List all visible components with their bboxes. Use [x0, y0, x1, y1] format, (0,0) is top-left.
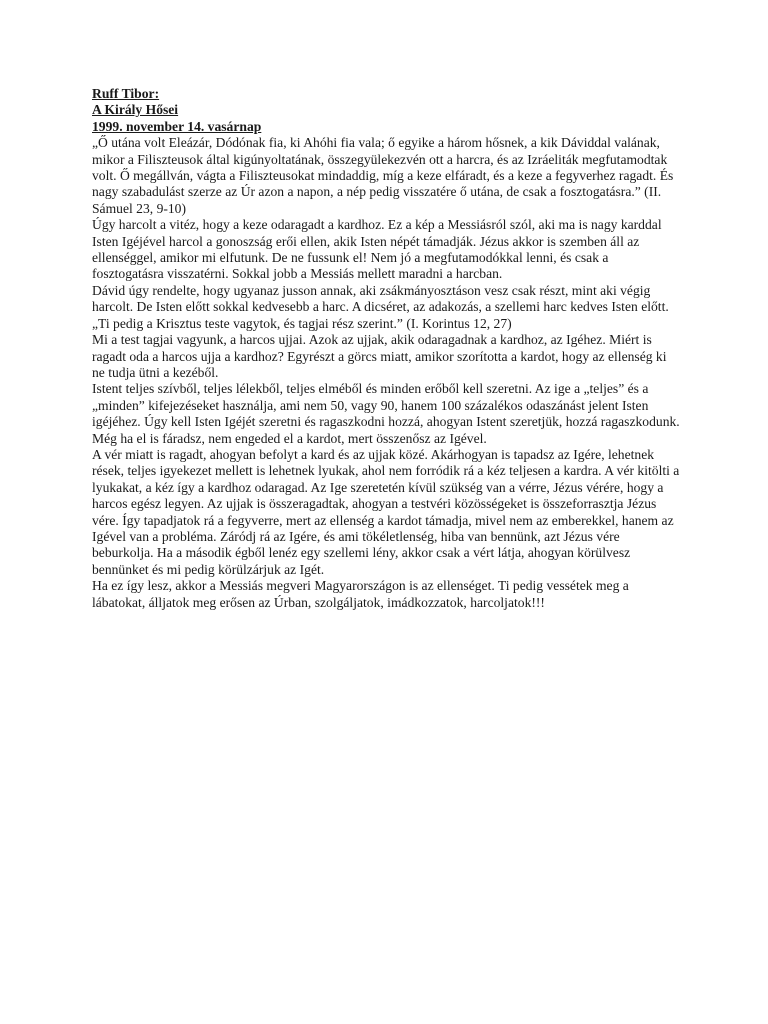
paragraph-closing: Ha ez így lesz, akkor a Messiás megveri Magyarországon is az ellenséget. Ti pedig vessétek meg a lábatokat, álljatok meg erősen az Úrban, szolgáljatok, imádkozzatok, harcoljatok!!!: [92, 578, 629, 610]
author-line: Ruff Tibor:: [92, 86, 160, 101]
paragraph-scripture-quote: „Ti pedig a Krisztus teste vagytok, és tagjai rész szerint.” (I. Korintus 12, 27): [92, 315, 512, 331]
document-date: 1999. november 14. vasárnap: [92, 118, 262, 134]
paragraph: Dávid úgy rendelte, hogy ugyanaz jusson annak, aki zsákmányosztáson vesz csak részt, mint aki végig harcolt. De Isten előtt sokkal kedvesebb a harc. A dicséret, az adakozás, a szellemi harc kedves Isten előtt.: [92, 282, 669, 315]
paragraph: Úgy harcolt a vitéz, hogy a keze odaragadt a kardhoz. Ez a kép a Messiásról szól, aki ma is nagy karddal Isten Igéjével harcol a gonoszság erői ellen, akik Isten népét támadják. Jézus akkor is szemben áll az ellenséggel, amikor mi elfutunk. De ne fussunk el! Nem jó a megfutamodókkal lenni, és csak a fosztogatásra visszatérni. Sokkal jobb a Messiás mellett maradni a harcban.: [92, 217, 662, 282]
paragraph: Istent teljes szívből, teljes lélekből, teljes elméből és minden erőből kell szeretni. Az ige a „teljes” és a „minden” kifejezéseket használja, ami nem 50, vagy 90, hanem 100 százalékos odaszánást jelent Isten igéjéhez. Úgy kell Isten Igéjét szeretni és ragaszkodni hozzá, ahogyan Istent szeretjük, hozzá ragaszkodunk. Még ha el is fáradsz, nem engeded el a kardot, mert összenősz az Igével.: [92, 381, 680, 446]
document-body: [92, 86, 682, 611]
paragraph: Mi a test tagjai vagyunk, a harcos ujjai. Azok az ujjak, akik odaragadnak a kardhoz, az Igéhez. Miért is ragadt oda a harcos ujja a kardhoz? Egyrészt a görcs miatt, amikor szorította a kardot, hogy az ellenség ki ne tudja ütni a kezéből.: [92, 332, 667, 380]
paragraph: A vér miatt is ragadt, ahogyan befolyt a kard és az ujjak közé. Akárhogyan is tapadsz az Igére, lehetnek rések, teljes igyekezet mellett is lehetnek lyukak, ahol nem forródik rá a kéz teljesen a kardra. A vér kitölti a lyukakat, a kéz így a kardhoz odaragad. Az Ige szeretetén kívül szükség van a vérre, Jézus vérére, hogy a harcos egész legyen. Az ujjak is összeragadtak, ahogyan a testvéri közösségeket is összeforrasztja Jézus vére. Így tapadjatok rá a fegyverre, mert az ellenség a kardot támadja, mivel nem az emberekkel, hanem az Igével van a probléma. Záródj rá az Igére, és ami tökéletlenség, hiba van bennünk, azt Jézus vére beburkolja. Ha a második égből lenéz egy szellemi lény, akkor csak a vért látja, ahogyan körülvesz bennünket és mi pedig körülzárjuk az Igét.: [92, 446, 680, 577]
paragraph-scripture-quote: „Ő utána volt Eleázár, Dódónak fia, ki Ahóhi fia vala; ő egyike a három hősnek, a kik Dáviddal valának, mikor a Filiszteusok által kigúnyoltatának, összegyülekezvén ott a harcra, és az Izráeliták megfutamodtak volt. Ő megállván, vágta a Filiszteusokat mindaddig, míg a keze elfáradt, és a keze a fegyverhez ragadt. És nagy szabadulást szerze az Úr azon a napon, a nép pedig visszatére ő utána, de csak a fosztogatásra.” (II. Sámuel 23, 9-10): [92, 135, 674, 216]
document-title: A Király Hősei: [92, 102, 179, 118]
